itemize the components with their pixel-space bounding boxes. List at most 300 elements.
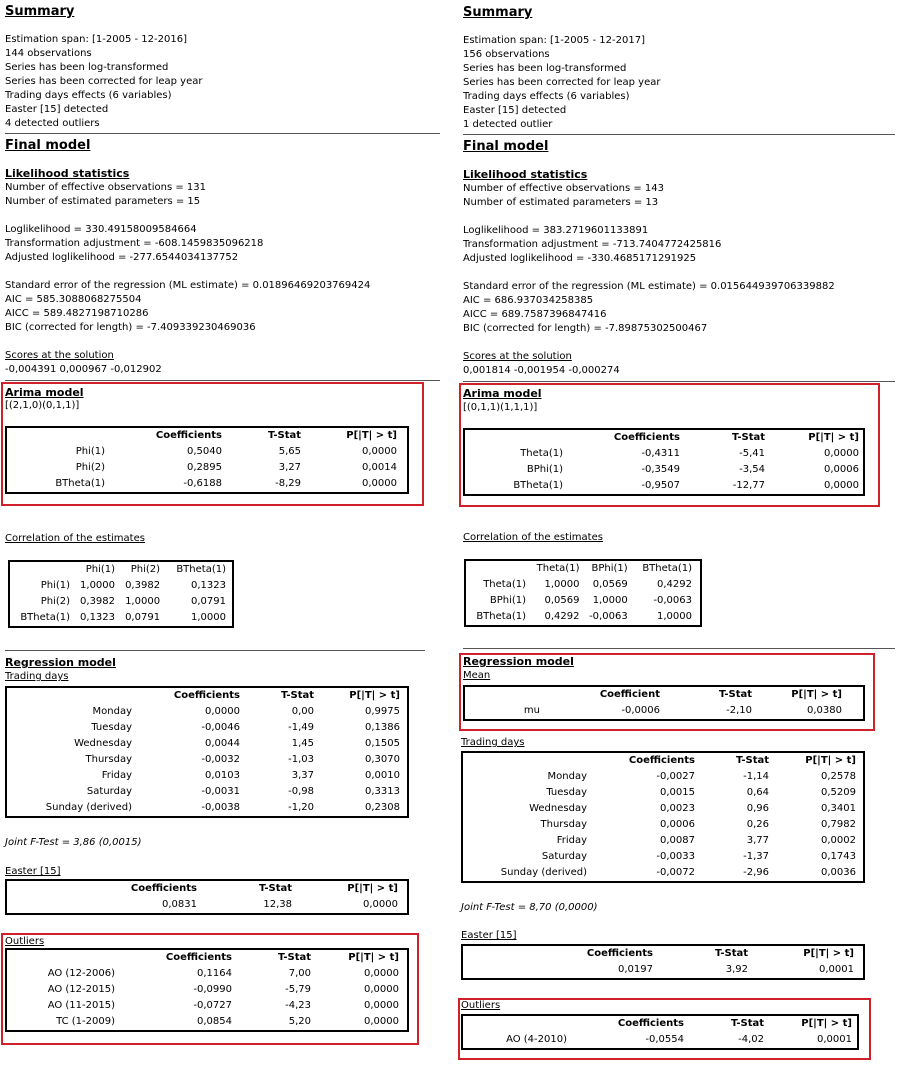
outliers-title: Outliers <box>461 1000 501 1011</box>
table-cell: 0,0023 <box>660 803 695 814</box>
table-cell <box>854 962 864 979</box>
table-cell <box>397 427 408 444</box>
table-cell: T-Stat <box>718 689 752 700</box>
table-cell: 1,0000 <box>544 579 580 590</box>
table-cell <box>399 949 408 966</box>
easter-table <box>5 879 409 915</box>
table-row <box>465 593 701 609</box>
table-cell <box>856 865 864 882</box>
table-cell: 0,0380 <box>807 705 842 716</box>
table-row <box>6 1014 408 1031</box>
table-cell <box>399 998 408 1014</box>
divider <box>463 648 895 649</box>
table-cell: 1,0000 <box>80 580 116 591</box>
table-cell: Monday <box>547 771 587 782</box>
table-cell: P[|T| > t] <box>803 948 854 959</box>
table-row <box>462 849 864 865</box>
table-cell: -0,98 <box>288 786 314 797</box>
table-row <box>462 769 864 785</box>
table-row <box>465 609 701 626</box>
table-cell: 0,0791 <box>191 596 226 607</box>
table-cell: 0,1164 <box>197 968 232 979</box>
stat-line: Number of estimated parameters = 13 <box>463 197 659 208</box>
final-model-title: Final model <box>5 138 91 153</box>
table-cell: Theta(1) <box>520 448 563 459</box>
table-cell <box>9 561 70 578</box>
table-cell: 0,0010 <box>365 770 400 781</box>
table-cell: T-Stat <box>280 690 314 701</box>
table-cell: 0,0831 <box>162 899 197 910</box>
table-cell: -1,20 <box>288 802 314 813</box>
table-row <box>6 736 408 752</box>
table-cell: BTheta(1) <box>176 564 226 575</box>
table-cell <box>6 949 115 966</box>
summary-line: Series has been corrected for leap year <box>5 76 203 87</box>
table-cell: T-Stat <box>735 755 769 766</box>
table-cell: -5,41 <box>739 448 765 459</box>
table-cell: Coefficients <box>165 952 232 963</box>
table-cell: -0,0027 <box>656 771 695 782</box>
table-header <box>6 880 408 897</box>
table-cell: -0,0031 <box>201 786 240 797</box>
table-header <box>6 427 408 444</box>
table-cell: Wednesday <box>529 803 587 814</box>
table-cell: BTheta(1) <box>476 611 526 622</box>
table-cell: 0,4292 <box>544 611 580 622</box>
arima-spec: [(2,1,0)(0,1,1)] <box>5 400 80 411</box>
table-cell: T-Stat <box>730 1018 764 1029</box>
table-cell <box>400 687 408 704</box>
table-cell <box>400 720 408 736</box>
summary-line: Trading days effects (6 variables) <box>463 91 630 102</box>
table-cell: -1,49 <box>288 722 314 733</box>
table-cell <box>856 752 864 769</box>
table-cell <box>856 769 864 785</box>
stat-line: Number of effective observations = 143 <box>463 183 664 194</box>
easter-title: Easter [15] <box>5 866 61 877</box>
summary-line: 144 observations <box>5 48 92 59</box>
table-cell: BPhi(1) <box>526 464 563 475</box>
table-cell: Saturday <box>541 851 587 862</box>
table-cell: 0,0002 <box>821 835 856 846</box>
table-row <box>6 982 408 998</box>
table-cell: 0,3401 <box>821 803 856 814</box>
correlation-title: Correlation of the estimates <box>5 533 145 544</box>
table-cell: 1,0000 <box>125 596 161 607</box>
table-cell: 0,3982 <box>125 580 161 591</box>
table-cell: Theta(1) <box>483 579 526 590</box>
table-cell <box>6 687 132 704</box>
table-cell: T-Stat <box>277 952 311 963</box>
table-cell: 7,00 <box>288 968 311 979</box>
table-row <box>465 577 701 593</box>
table-cell: 12,38 <box>263 899 292 910</box>
table-cell <box>400 736 408 752</box>
divider <box>463 134 895 135</box>
table-cell: -2,10 <box>726 705 752 716</box>
table-row <box>462 817 864 833</box>
table-cell <box>397 460 408 476</box>
table-cell: -8,29 <box>275 478 301 489</box>
stat-line: Standard error of the regression (ML estimate) = 0.015644939706339882 <box>463 281 835 292</box>
table-cell: 1,0000 <box>657 611 692 622</box>
table-cell: Tuesday <box>546 787 587 798</box>
table-cell: -4,02 <box>738 1034 764 1045</box>
table-cell: P[|T| > t] <box>801 1018 852 1029</box>
summary-title: Summary <box>5 4 75 19</box>
table-cell: 0,3982 <box>80 596 116 607</box>
table-cell <box>400 704 408 720</box>
regression-title: Regression model <box>5 656 116 669</box>
table-cell: 3,77 <box>746 835 769 846</box>
table-cell: -0,0032 <box>201 754 240 765</box>
table-header <box>464 686 864 703</box>
table-row <box>9 594 233 610</box>
table-cell: 0,0103 <box>205 770 240 781</box>
trading-days-table <box>461 751 865 883</box>
scores-values: -0,004391 0,000967 -0,012902 <box>5 364 162 375</box>
table-cell: T-Stat <box>731 432 765 443</box>
table-row <box>464 478 864 495</box>
table-cell: AO (11-2015) <box>47 1000 115 1011</box>
table-row <box>464 462 864 478</box>
table-cell: 0,0000 <box>364 984 399 995</box>
table-row <box>464 703 864 720</box>
stat-line: Transformation adjustment = -608.1459835096218 <box>5 238 264 249</box>
table-cell: P[|T| > t] <box>348 952 399 963</box>
table-cell: -0,0046 <box>201 722 240 733</box>
summary-line: Series has been corrected for leap year <box>463 77 661 88</box>
final-model-title: Final model <box>463 139 549 154</box>
table-cell: 0,0001 <box>819 964 854 975</box>
table-cell <box>856 849 864 865</box>
table-cell: Coefficients <box>173 690 240 701</box>
table-cell: 3,27 <box>278 462 301 473</box>
table-cell: Sunday (derived) <box>500 867 587 878</box>
table-cell: Phi(1) <box>75 446 105 457</box>
table-cell: 3,37 <box>291 770 314 781</box>
arima-table <box>5 426 409 494</box>
table-row <box>6 784 408 800</box>
table-header <box>6 687 408 704</box>
table-row <box>462 865 864 882</box>
table-row <box>6 966 408 982</box>
table-cell: BPhi(1) <box>591 563 628 574</box>
table-cell: 0,0000 <box>362 446 397 457</box>
table-cell: Phi(2) <box>40 596 70 607</box>
table-cell: 0,0014 <box>362 462 397 473</box>
table-row <box>6 444 408 460</box>
stat-line: Transformation adjustment = -713.7404772425816 <box>463 239 722 250</box>
summary-line: Easter [15] detected <box>5 104 109 115</box>
table-cell: 0,0791 <box>125 612 161 623</box>
table-cell: mu <box>523 705 540 716</box>
summary-line: 1 detected outlier <box>463 119 553 130</box>
table-cell: T-Stat <box>258 883 292 894</box>
easter-title: Easter [15] <box>461 930 517 941</box>
table-cell <box>856 801 864 817</box>
trading-days-title: Trading days <box>461 737 525 748</box>
table-cell: -0,6188 <box>183 478 222 489</box>
table-cell: 0,0006 <box>824 464 859 475</box>
col-header: Coefficients <box>155 430 222 441</box>
table-header <box>6 949 408 966</box>
table-row <box>6 998 408 1014</box>
table-cell: 0,0569 <box>592 579 628 590</box>
table-cell: -0,0990 <box>193 984 232 995</box>
table-cell: -0,0038 <box>201 802 240 813</box>
summary-line: 4 detected outliers <box>5 118 100 129</box>
table-cell: 0,0001 <box>817 1034 852 1045</box>
arima-title: Arima model <box>5 386 84 399</box>
table-row <box>9 610 233 627</box>
scores-title: Scores at the solution <box>5 350 114 361</box>
table-cell <box>398 880 408 897</box>
table-cell: BTheta(1) <box>20 612 70 623</box>
table-cell: 0,2895 <box>187 462 222 473</box>
table-cell: AO (4-2010) <box>506 1034 567 1045</box>
table-cell: 0,0006 <box>660 819 695 830</box>
table-cell: -0,4311 <box>641 448 680 459</box>
table-cell: -5,79 <box>285 984 311 995</box>
table-row <box>462 833 864 849</box>
table-cell: 0,4292 <box>657 579 692 590</box>
table-cell: 0,0000 <box>205 706 240 717</box>
table-cell: 0,3070 <box>365 754 400 765</box>
table-cell: P[|T| > t] <box>349 690 400 701</box>
likelihood-title: Likelihood statistics <box>463 168 588 181</box>
table-cell: 0,0197 <box>618 964 653 975</box>
table-row <box>462 962 864 979</box>
divider <box>463 381 895 382</box>
table-cell: Thursday <box>540 819 587 830</box>
table-cell: 0,00 <box>291 706 314 717</box>
table-cell: 0,1323 <box>191 580 226 591</box>
summary-line: Series has been log-transformed <box>5 62 169 73</box>
table-cell <box>852 1032 858 1049</box>
table-cell <box>859 429 864 446</box>
table-row <box>6 752 408 768</box>
regression-title: Regression model <box>463 655 574 668</box>
table-cell: Phi(1) <box>85 564 116 575</box>
table-cell: Monday <box>92 706 132 717</box>
table-cell: 0,0044 <box>205 738 240 749</box>
table-cell <box>856 817 864 833</box>
stat-line: Adjusted loglikelihood = -330.4685171291925 <box>463 253 697 264</box>
table-cell <box>397 476 408 493</box>
table-row <box>6 476 408 493</box>
table-cell: 5,20 <box>288 1016 311 1027</box>
table-cell: -0,0033 <box>656 851 695 862</box>
table-cell: AO (12-2015) <box>47 984 115 995</box>
table-cell: 1,45 <box>291 738 314 749</box>
col-header: T-Stat <box>267 430 301 441</box>
table-cell: -2,96 <box>743 867 769 878</box>
table-cell: 0,5209 <box>821 787 856 798</box>
stat-line: Loglikelihood = 330.49158009584664 <box>5 224 197 235</box>
table-cell: 0,0087 <box>660 835 695 846</box>
table-row <box>462 785 864 801</box>
table-cell <box>400 752 408 768</box>
stat-line: Standard error of the regression (ML estimate) = 0.01896469203769424 <box>5 280 371 291</box>
table-cell: Coefficients <box>628 755 695 766</box>
table-cell: 0,0036 <box>821 867 856 878</box>
table-cell: Saturday <box>86 786 132 797</box>
summary-title: Summary <box>463 5 533 20</box>
table-cell: 0,0854 <box>197 1016 232 1027</box>
table-cell: Coefficients <box>130 883 197 894</box>
table-cell: P[|T| > t] <box>805 755 856 766</box>
table-cell: Coefficients <box>586 948 653 959</box>
table-header <box>462 752 864 769</box>
summary-line: Trading days effects (6 variables) <box>5 90 172 101</box>
summary-line: Easter [15] detected <box>463 105 567 116</box>
table-cell: 0,5040 <box>187 446 222 457</box>
stat-line: Number of effective observations = 131 <box>5 182 206 193</box>
table-cell: -4,23 <box>285 1000 311 1011</box>
table-cell: 0,1323 <box>80 612 116 623</box>
table-cell <box>462 1015 567 1032</box>
table-cell: 0,96 <box>746 803 769 814</box>
arima-table <box>463 428 865 496</box>
table-cell <box>859 446 864 462</box>
outliers-table <box>5 948 409 1032</box>
summary-line: Series has been log-transformed <box>463 63 627 74</box>
table-cell <box>856 833 864 849</box>
table-cell <box>399 982 408 998</box>
table-cell: -0,0063 <box>589 611 628 622</box>
table-cell: Wednesday <box>74 738 132 749</box>
table-cell <box>397 444 408 460</box>
col-header: P[|T| > t] <box>346 430 397 441</box>
table-cell <box>6 427 105 444</box>
table-cell <box>399 966 408 982</box>
table-cell: -0,3549 <box>641 464 680 475</box>
stat-line: BIC (corrected for length) = -7.89875302500467 <box>463 323 708 334</box>
table-cell <box>856 785 864 801</box>
table-row <box>6 704 408 720</box>
table-cell <box>400 768 408 784</box>
table-cell: 5,65 <box>278 446 301 457</box>
table-cell: -1,37 <box>743 851 769 862</box>
table-cell <box>464 429 563 446</box>
table-cell: BTheta(1) <box>513 480 563 491</box>
table-cell <box>400 800 408 817</box>
table-cell: 0,0569 <box>544 595 580 606</box>
easter-table <box>461 944 865 980</box>
joint-ftest: Joint F-Test = 3,86 (0,0015) <box>5 837 142 848</box>
table-cell <box>854 945 864 962</box>
table-cell: 3,92 <box>725 964 748 975</box>
summary-line: Estimation span: [1-2005 - 12-2017] <box>463 35 645 46</box>
table-cell <box>398 897 408 914</box>
table-row <box>462 801 864 817</box>
table-cell: 0,0000 <box>824 448 859 459</box>
mean-table <box>463 685 865 721</box>
trading-days-title: Trading days <box>5 671 69 682</box>
stat-line: AICC = 589.4827198710286 <box>5 308 149 319</box>
stat-line: Adjusted loglikelihood = -277.6544034137752 <box>5 252 239 263</box>
outliers-title: Outliers <box>5 936 45 947</box>
table-cell: -12,77 <box>732 480 765 491</box>
table-cell <box>400 784 408 800</box>
table-cell <box>399 1014 408 1031</box>
correlation-table <box>8 560 234 628</box>
table-cell: -1,03 <box>288 754 314 765</box>
table-cell <box>465 560 526 577</box>
table-cell: -0,9507 <box>641 480 680 491</box>
table-cell: -0,0063 <box>653 595 692 606</box>
table-cell: 1,0000 <box>191 612 226 623</box>
table-cell: P[|T| > t] <box>347 883 398 894</box>
divider <box>5 133 440 134</box>
summary-line: Estimation span: [1-2005 - 12-2016] <box>5 34 187 45</box>
table-cell: -0,0072 <box>656 867 695 878</box>
table-cell: 0,0000 <box>362 478 397 489</box>
table-cell: -3,54 <box>739 464 765 475</box>
table-header <box>462 1015 858 1032</box>
table-cell: BPhi(1) <box>489 595 526 606</box>
table-cell <box>842 703 864 720</box>
table-cell: -0,0006 <box>621 705 660 716</box>
table-cell <box>464 686 540 703</box>
stat-line: BIC (corrected for length) = -7.409339230469036 <box>5 322 256 333</box>
table-row <box>6 768 408 784</box>
table-cell: Tuesday <box>91 722 132 733</box>
mean-title: Mean <box>463 670 491 681</box>
table-row <box>6 720 408 736</box>
table-cell: 1,0000 <box>592 595 628 606</box>
table-cell: 0,3313 <box>365 786 400 797</box>
table-cell: 0,0000 <box>824 480 859 491</box>
summary-line: 156 observations <box>463 49 550 60</box>
table-row <box>6 460 408 476</box>
table-cell: BTheta(1) <box>642 563 692 574</box>
table-header <box>9 561 233 578</box>
correlation-table <box>464 559 702 627</box>
table-cell: 0,7982 <box>821 819 856 830</box>
table-cell <box>852 1015 858 1032</box>
outliers-table <box>461 1014 859 1050</box>
table-cell: Sunday (derived) <box>45 802 132 813</box>
table-cell: Friday <box>101 770 132 781</box>
table-cell: 0,26 <box>746 819 769 830</box>
table-cell: Phi(1) <box>40 580 70 591</box>
stat-line: Number of estimated parameters = 15 <box>5 196 201 207</box>
table-row <box>462 1032 858 1049</box>
table-cell: -0,0554 <box>645 1034 684 1045</box>
table-cell: 0,64 <box>746 787 769 798</box>
stat-line: AIC = 686.937034258385 <box>463 295 594 306</box>
likelihood-title: Likelihood statistics <box>5 167 130 180</box>
table-cell: 0,1386 <box>365 722 400 733</box>
table-cell <box>859 462 864 478</box>
table-cell: Theta(1) <box>536 563 580 574</box>
table-cell: BTheta(1) <box>55 478 105 489</box>
table-cell: 0,0000 <box>364 1000 399 1011</box>
table-cell: 0,0015 <box>660 787 695 798</box>
table-cell: Friday <box>556 835 587 846</box>
joint-ftest: Joint F-Test = 8,70 (0,0000) <box>461 902 598 913</box>
table-cell: 0,2308 <box>365 802 400 813</box>
table-header <box>465 560 701 577</box>
table-cell: AO (12-2006) <box>47 968 115 979</box>
table-cell <box>859 478 864 495</box>
table-cell: 0,0000 <box>363 899 398 910</box>
table-row <box>9 578 233 594</box>
table-cell: TC (1-2009) <box>56 1016 115 1027</box>
arima-title: Arima model <box>463 387 542 400</box>
